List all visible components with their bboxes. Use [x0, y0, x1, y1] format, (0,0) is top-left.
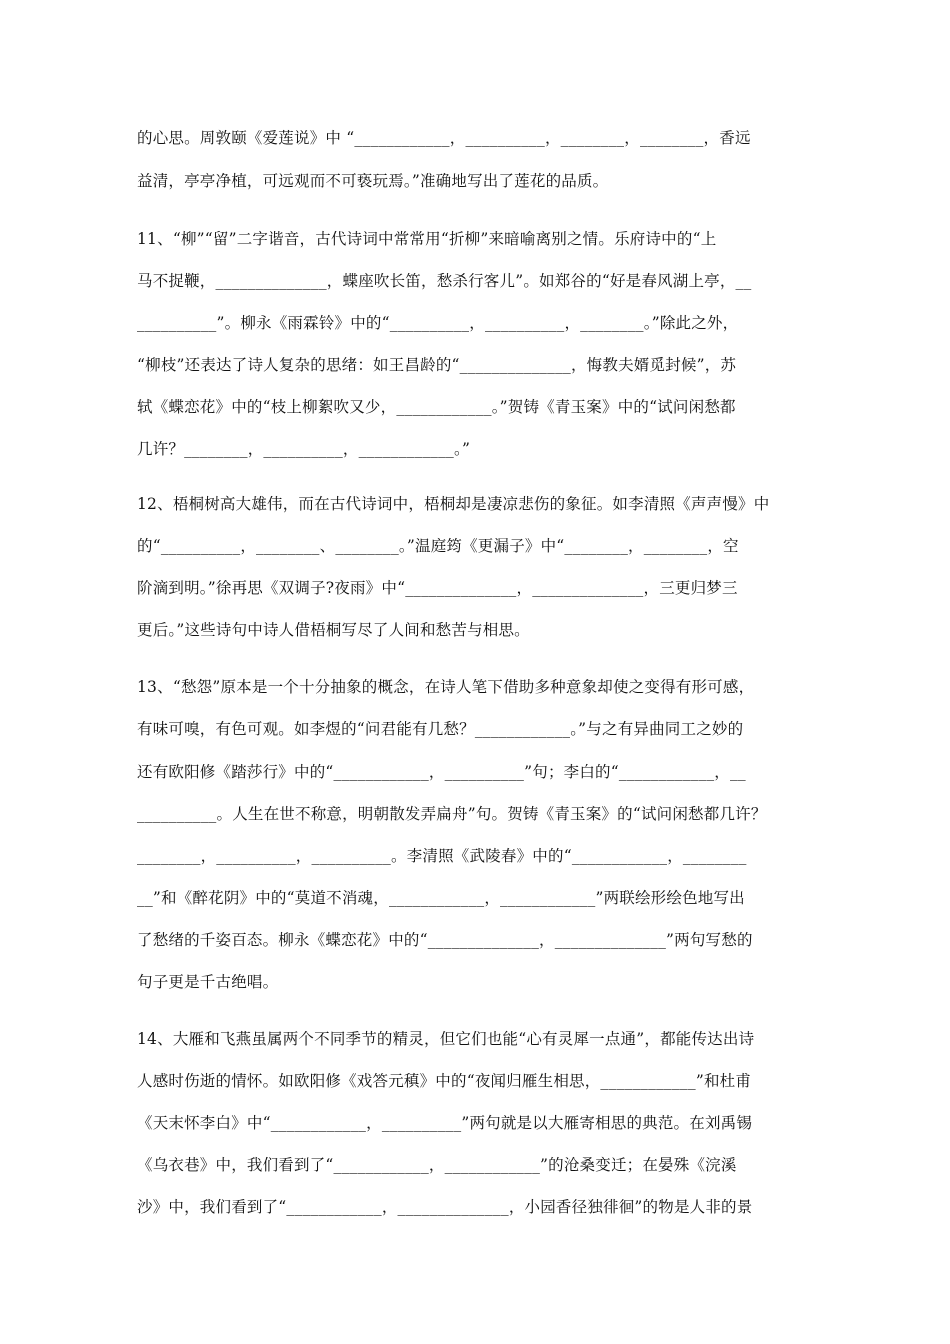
text-line: 句子更是千古绝唱。: [137, 973, 279, 991]
text-line: 11、“柳”“留”二字谐音，古代诗词中常常用“折柳”来暗喻离别之情。乐府诗中的“上: [137, 230, 717, 248]
text-line: 益清，亭亭净植，可远观而不可亵玩焉。”准确地写出了莲花的品质。: [137, 172, 609, 190]
text-line: __________”。柳永《雨霖铃》中的“__________，__________，________。”除此之外，: [137, 314, 739, 332]
text-line: __”和《醉花阴》中的“莫道不消魂，____________，____________”两联绘形绘色地写出: [137, 889, 745, 907]
text-line: 了愁绪的千姿百态。柳永《蝶恋花》中的“______________，______________”两句写愁的: [137, 931, 753, 949]
text-line: 《乌衣巷》中，我们看到了“____________，____________”的沧桑变迁；在晏殊《浣溪: [137, 1156, 737, 1174]
text-line: 马不捉鞭，______________，蝶座吹长笛，愁杀行客儿”。如郑谷的“好是春风湖上亭，__: [137, 272, 752, 290]
text-line: 轼《蝶恋花》中的“枝上柳絮吹又少，____________。”贺铸《青玉案》中的“试问闲愁都: [137, 398, 736, 416]
text-line: 沙》中，我们看到了“____________，______________，小园香径独徘徊”的物是人非的景: [137, 1198, 753, 1216]
text-line: 人感时伤逝的情怀。如欧阳修《戏答元稹》中的“夜闻归雁生相思，____________”和杜甫: [137, 1072, 752, 1090]
text-line: __________。人生在世不称意，明朝散发弄扁舟”句。贺铸《青玉案》的“试问闲愁都几许？: [137, 805, 767, 823]
text-line: 有味可嗅，有色可观。如李煜的“问君能有几愁？____________。”与之有异曲同工之妙的: [137, 720, 744, 738]
text-line: 14、大雁和飞燕虽属两个不同季节的精灵，但它们也能“心有灵犀一点通”，都能传达出诗: [137, 1030, 755, 1048]
text-line: 阶滴到明。”徐再思《双调子?夜雨》中“______________，______________，三更归梦三: [137, 579, 738, 597]
text-line: “柳枝”还表达了诗人复杂的思绪：如王昌龄的“______________，悔教夫婿觅封候”，苏: [137, 356, 737, 374]
text-line: 更后。”这些诗句中诗人借梧桐写尽了人间和愁苦与相思。: [137, 621, 530, 639]
text-line: 还有欧阳修《踏莎行》中的“____________，__________”句；李白的“____________，__: [137, 763, 746, 781]
text-line: 13、“愁怨”原本是一个十分抽象的概念，在诗人笔下借助多种意象却使之变得有形可感，: [137, 678, 755, 696]
text-line: 几许？________，__________，____________。”: [137, 440, 471, 458]
text-line: ________，__________，__________。李清照《武陵春》中的“____________，________: [137, 847, 747, 865]
text-line: 的“__________，________、________。”温庭筠《更漏子》中“________，________，空: [137, 537, 739, 555]
text-line: 的心思。周敦颐《爱莲说》中 “____________，__________，________，________，香远: [137, 129, 751, 147]
text-line: 12、梧桐树高大雄伟，而在古代诗词中，梧桐却是凄凉悲伤的象征。如李清照《声声慢》中: [137, 495, 770, 513]
text-line: 《天末怀李白》中“____________，__________”两句就是以大雁寄相思的典范。在刘禹锡: [137, 1114, 753, 1132]
